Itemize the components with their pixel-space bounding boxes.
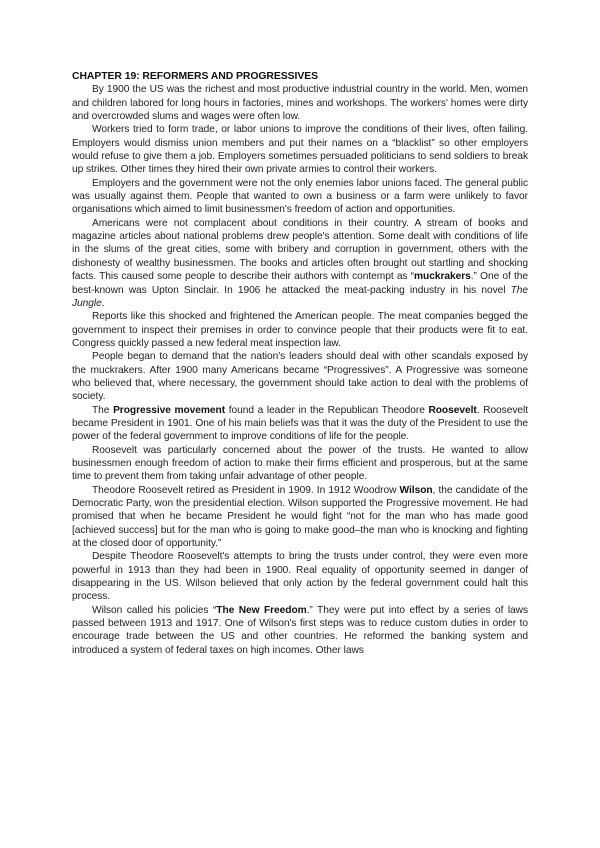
paragraph-5: Reports like this shocked and frightened the American people. The meat companies begged the government to inspect their premises in order to convince people that their products were fit to eat. Congress quickly passed a new federal meat inspection law. [72,311,528,349]
paragraph-11-text-b: .” They were put into effect by a series of laws passed between 1913 and 1917. One of Wilson's first steps was to reduce custom duties in order to encourage trade between the US and other countries. He reformed the banking system and introduced a system of federal taxes on high incomes. Other laws [72,604,528,656]
document-page [72,70,528,657]
paragraph-4-text-a: Americans were not complacent about conditions in their country. A stream of books and magazine articles about national problems drew people's attention. Some dealt with conditions of life in the slums of the great cities, some with bribery and corruption in government, others with the dishonesty of wealthy businessmen. The books and articles often brought out startling and shocking facts. This caused some people to describe their authors with contempt as “ [72,217,528,283]
paragraph-4-text-c: . [101,297,105,309]
paragraph-4 [72,217,528,310]
paragraph-9-text-b: , the candidate of the Democratic Party, won the presidential election. Wilson supported the Progressive movement. He had promised that when he became President he would fight “not for the man who has made good [achieved success] but for the man who is going to make good–the man who is knocking and fighting at the closed door of opportunity.” [72,484,528,550]
paragraph-7-text-a: The [92,404,114,416]
term-progressive-movement: Progressive movement [113,404,226,416]
paragraph-9 [72,484,528,551]
paragraph-4-text-b: .” One of the best-known was Upton Sinclair. In 1906 he attacked the meat-packing industry in his novel [72,271,528,296]
paragraph-7 [72,404,528,444]
paragraph-1: By 1900 the US was the richest and most productive industrial country in the world. Men, women and children labored for long hours in factories, mines and workshops. The workers' homes were dirty and overcrowded slums and wages were often low. [72,84,528,123]
paragraph-9-text-a: Theodore Roosevelt retired as President in 1909. In 1912 Woodrow [92,484,400,496]
paragraph-6: People began to demand that the nation's leaders should deal with other scandals exposed by the muckrakers. After 1900 many Americans became “Progressives”. A Progressive was someone who believed that, where necessary, the government should take action to deal with the problems of society. [72,351,528,403]
paragraph-8: Roosevelt was particularly concerned about the power of the trusts. He wanted to allow businessmen enough freedom of action to make their firms efficient and prosperous, but at the same time to prevent them from taking unfair advantage of other people. [72,444,528,483]
paragraph-11-text-a: Wilson called his policies “ [92,604,217,616]
paragraph-7-text-c: . Roosevelt became President in 1901. One of his main beliefs was that it was the duty of the President to use the power of the federal government to improve conditions of life for the people. [72,404,528,443]
paragraph-11 [72,604,528,657]
term-muckrakers: muckrakers [414,271,471,283]
paragraph-2: Workers tried to form trade, or labor unions to improve the conditions of their lives, often failing. Employers would dismiss union members and put their names on a “blacklist” so other employers would refuse to give them a job. Employers sometimes persuaded politicians to send soldiers to break up strikes. Other times they hired their own private armies to control their workers. [72,124,528,176]
chapter-heading: CHAPTER 19: REFORMERS AND PROGRESSIVES [72,71,318,82]
term-wilson: Wilson [399,484,433,496]
book-title-the-jungle: The Jungle [72,284,528,309]
term-roosevelt: Roosevelt [428,404,477,416]
paragraph-3: Employers and the government were not the only enemies labor unions faced. The general public was usually against them. People that wanted to own a business or a farm were unlikely to favor organisations which aimed to limit businessmen's freedom of action and opportunities. [72,177,528,216]
paragraph-10: Despite Theodore Roosevelt's attempts to bring the trusts under control, they were even more powerful in 1913 than they had been in 1900. Real equality of opportunity seemed in danger of disappearing in the US. Wilson believed that only action by the federal government could halt this process. [72,551,528,603]
term-the-new-freedom: The New Freedom [216,604,307,616]
paragraph-7-text-b: found a leader in the Republican Theodore [225,404,429,416]
